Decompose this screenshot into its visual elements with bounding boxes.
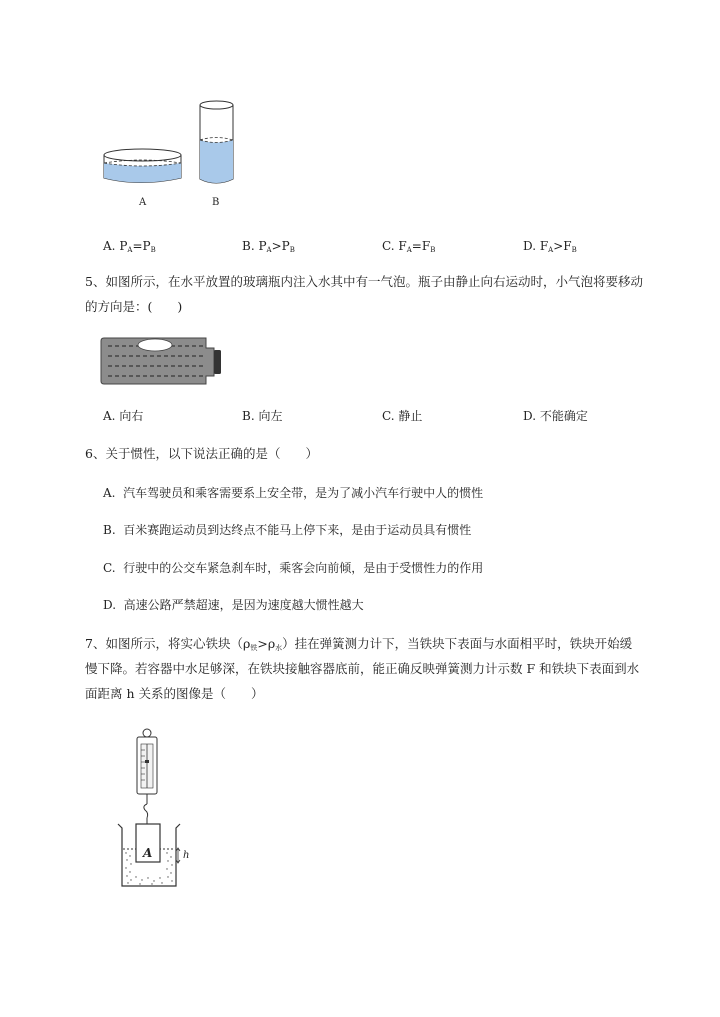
q6-stem: 6、关于惯性，以下说法正确的是（ ） (85, 446, 318, 461)
q7-stem-line2: 慢下降。若容器中水足够深，在铁块接触容器底前，能正确反映弹簧测力计示数 F 和铁块下表面到水 (85, 661, 640, 676)
q6-option-b[interactable]: B. 百米赛跑运动员到达终点不能马上停下来，是由于运动员具有惯性 (103, 523, 472, 537)
h-label: h (183, 850, 190, 861)
q6-option-c[interactable]: C. 行驶中的公交车紧急刹车时，乘客会向前倾，是由于受惯性力的作用 (103, 561, 484, 575)
q5-option-c[interactable]: C. 静止 (382, 409, 423, 423)
air-bubble (138, 339, 172, 351)
q5-stem-line2: 的方向是：( ) (85, 299, 183, 314)
containers-figure (95, 95, 245, 215)
container-a-label: A (139, 197, 147, 208)
bottle-figure (100, 336, 225, 388)
container-b-label: B (212, 197, 220, 208)
q5-option-a[interactable]: A. 向右 (103, 409, 144, 423)
q4-option-c[interactable]: C. $F_A=F_B$ (382, 239, 436, 254)
q4-option-a[interactable]: A. $P_A=P_B$ (103, 239, 156, 254)
container-a (104, 149, 181, 183)
block-label: A (143, 846, 153, 860)
q6-option-d[interactable]: D. 高速公路严禁超速，是因为速度越大惯性越大 (103, 598, 364, 612)
container-b (200, 101, 233, 183)
spring-scale-figure (112, 724, 194, 892)
q4-option-b[interactable]: B. $P_A>P_B$ (242, 239, 295, 254)
q7-stem-line3: 面距离 h 关系的图像是（ ） (85, 686, 264, 701)
q5-option-d[interactable]: D. 不能确定 (523, 409, 588, 423)
q7-stem-line1: 7、如图所示，将实心铁块$(\rho_铁>\rho_水)$挂在弹簧测力计下，当铁块下表面与水面相平时，铁块开始缓 (85, 636, 633, 652)
q4-option-d[interactable]: D. $F_A>F_B$ (523, 239, 577, 254)
q5-stem-line1: 5、如图所示，在水平放置的玻璃瓶内注入水其中有一气泡。瓶子由静止向右运动时，小气泡将要移动 (85, 274, 643, 289)
q6-option-a[interactable]: A. 汽车驾驶员和乘客需要系上安全带，是为了减小汽车行驶中人的惯性 (103, 486, 484, 500)
q5-option-b[interactable]: B. 向左 (242, 409, 283, 423)
